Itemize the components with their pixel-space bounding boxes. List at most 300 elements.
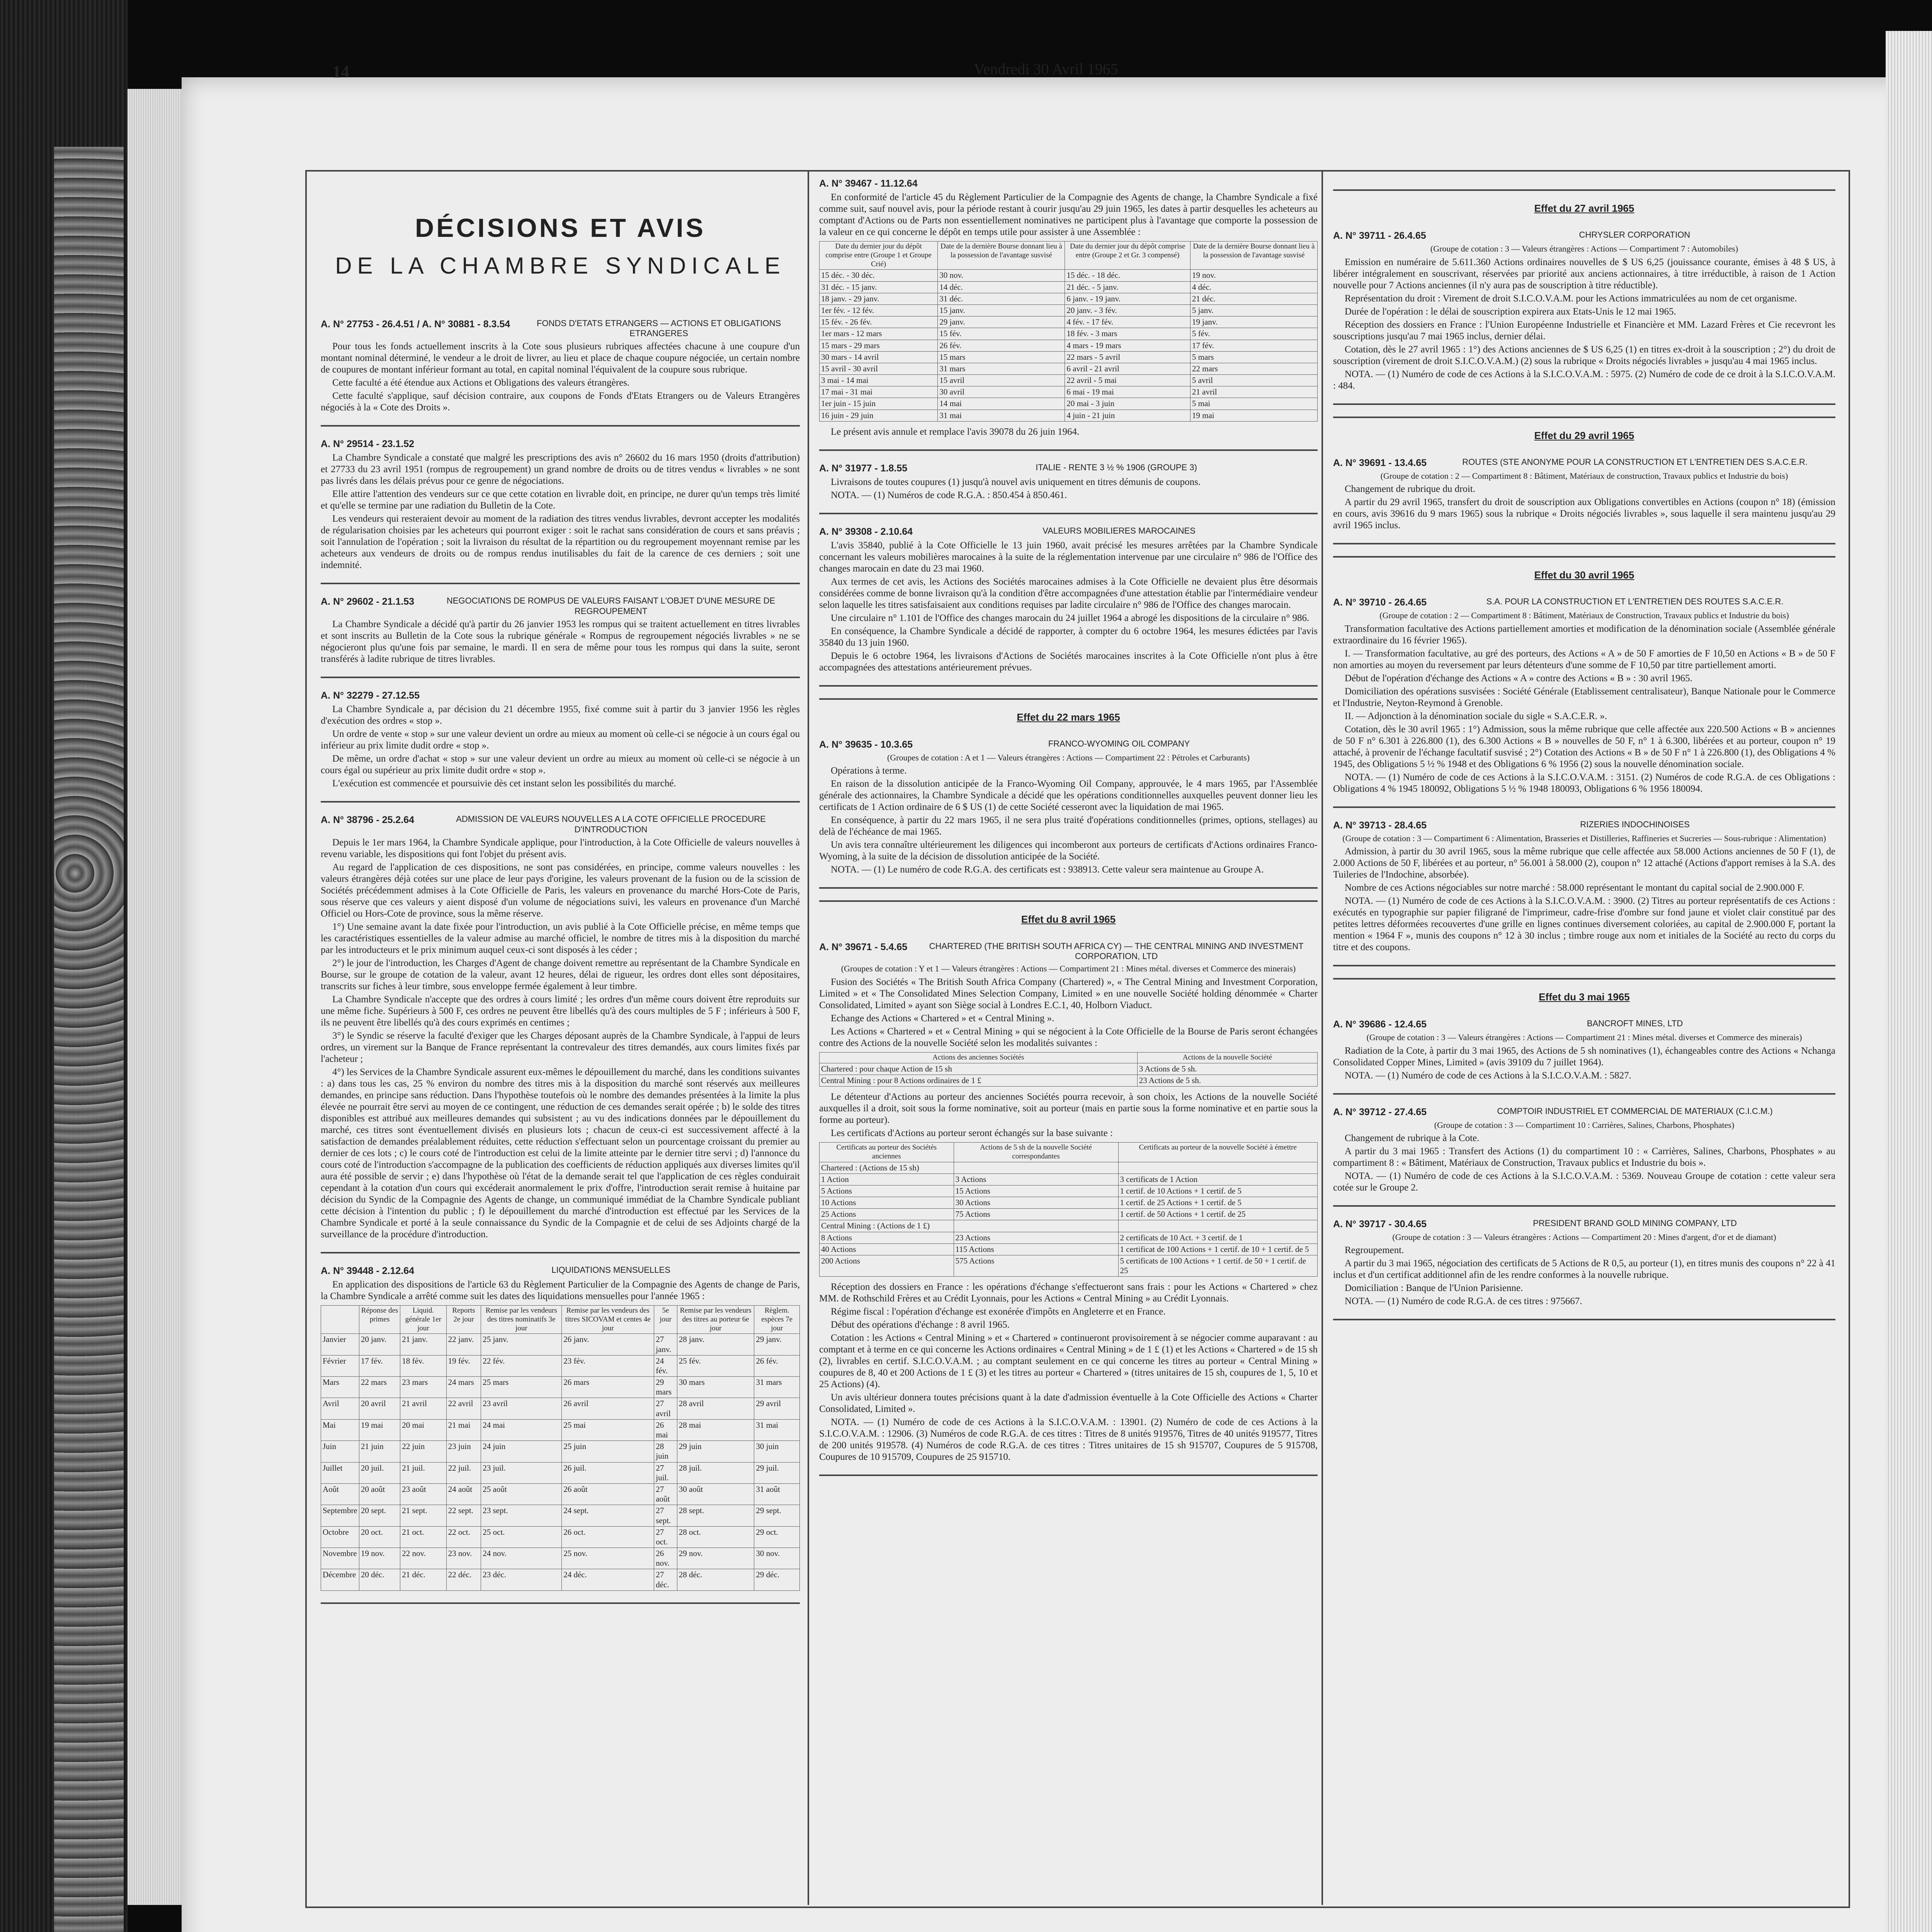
table-cell: 6 janv. - 19 janv. xyxy=(1065,293,1190,304)
paragraph: Radiation de la Cote, à partir du 3 mai 1965, des Actions de 5 sh nominatives (1), échangeables contre des Actions « Nchanga Consolidated Copper Mines, Limited » (avis 39109 du 7 juillet 1964). xyxy=(1333,1045,1835,1068)
table-header-cell: Actions de la nouvelle Société xyxy=(1137,1052,1317,1063)
notice xyxy=(321,814,800,1240)
table-cell: 22 sept. xyxy=(446,1505,481,1526)
table-cell: 26 août xyxy=(562,1483,654,1505)
paragraph: Emission en numéraire de 5.611.360 Actions ordinaires nouvelles de $ US 6,25 (jouissance courante, émises à 48 $ US, à libérer intégralement en souscrivant, réservées par priorité aux anciens actionnaires, à titre irréductible, à raison de 1 Action nouvelle pour 7 Actions anciennes (il n'y aura pas de souscription à titre réductible). xyxy=(1333,257,1835,291)
paragraph: Cotation, dès le 30 avril 1965 : 1°) Admission, sous la même rubrique que celle affectée aux 220.500 Actions « B » anciennes de 50 F n° 6.301 à 226.800 (1), des 6.300 Actions « B » nouvelles de 50 F, n° 1 à 6.300, libérées et au porteur, coupon n° 19 attaché, à provenir de l'échange facultatif susvisé ; 2°) Cotation des Actions « B » de 50 F n° 1 à 226.800 (1), des Obligations 4 % 1945, des Obligations 5 ½ % 1948 et des Obligations 6 % 1956 (2) sous la nouvelle dénomination sociale. xyxy=(1333,724,1835,769)
table-cell: 31 mars xyxy=(754,1377,800,1398)
table-cell: 22 avril xyxy=(446,1398,481,1419)
table-cell: 3 mai - 14 mai xyxy=(820,375,938,386)
table-cell: 24 juin xyxy=(481,1441,562,1462)
table-cell: 5 mai xyxy=(1190,398,1317,410)
notice-header xyxy=(321,596,800,616)
paragraph: Un avis tera connaître ultérieurement les diligences qui incomberont aux porteurs de certificats d'Actions ordinaires Franco-Wyoming, à la suite de la décision de dissolution anticipée de la Société. xyxy=(819,840,1318,862)
notice-header xyxy=(819,941,1318,962)
table-cell: 3 Actions de 5 sh. xyxy=(1137,1063,1317,1075)
paragraph: 1°) Une semaine avant la date fixée pour l'introduction, un avis publié à la Cote Officielle précise, en même temps que les caractéristiques essentielles de la valeur admise au marché officiel, le nombre de titres mis à la disposition du marché par les introducteurs et le prix minimum auquel ceux-ci sont disposés à les céder ; xyxy=(321,921,800,955)
table-cell: 17 fév. xyxy=(1190,340,1317,351)
table-cell: 23 Actions xyxy=(954,1232,1118,1243)
table-cell: 23 juin xyxy=(446,1441,481,1462)
table-cell: 31 mai xyxy=(938,410,1065,421)
notice xyxy=(321,438,800,571)
paragraph: Le détenteur d'Actions au porteur des anciennes Sociétés pourra recevoir, à son choix, les Actions de la nouvelle Société auxquelles il a droit, soit sous la forme nominative, soit au porteur (mais en partie sous la forme nominative et en partie sous la forme au porteur). xyxy=(819,1091,1318,1125)
table-cell: 14 mai xyxy=(938,398,1065,410)
paragraph: NOTA. — (1) Numéro de code de ces Actions à la S.I.C.O.V.A.M. : 5369. Nouveau Groupe de cotation : cette valeur sera cotée sur le Groupe 2. xyxy=(1333,1171,1835,1193)
table-cell: 27 oct. xyxy=(654,1526,677,1548)
table-cell: 15 avril xyxy=(938,375,1065,386)
table-row xyxy=(820,316,1318,328)
table-cell: 17 mai - 31 mai xyxy=(820,386,938,398)
paragraph: Domiciliation : Banque de l'Union Parisienne. xyxy=(1345,1283,1523,1294)
table-cell: 15 avril - 30 avril xyxy=(820,363,938,374)
table-cell: 1er fév. - 12 fév. xyxy=(820,304,938,316)
table-header-row xyxy=(321,1305,800,1333)
paragraph: Admission, à partir du 30 avril 1965, sous la même rubrique que celle affectée aux 58.000 Actions anciennes de 50 F (1), de 2.000 Actions de 50 F, libérées et au porteur, n° 56.001 à 58.000 (2), coupon n° 12 attaché (Actions d'apport remises à la S.A. des Tuileries de l'Indochine, absorbée). xyxy=(1333,846,1835,880)
paragraph: 3°) le Syndic se réserve la faculté d'exiger que les Charges déposant auprès de la Chambre Syndicale, à l'appui de leurs ordres, un virement sur la Banque de France représentant la contrevaleur des titres demandés, aux cours limites fixés par l'acheteur ; xyxy=(321,1030,800,1064)
table-cell: 30 avril xyxy=(938,386,1065,398)
divider xyxy=(1333,1093,1835,1095)
table-row xyxy=(321,1548,800,1569)
paragraph: Le présent avis annule et remplace l'avis 39078 du 26 juin 1964. xyxy=(831,426,1080,437)
notice-reference: A. N° 39711 - 26.4.65 xyxy=(1333,230,1426,242)
table-header-cell: Date de la dernière Bourse donnant lieu à la possession de l'avantage susvisé xyxy=(1190,242,1317,270)
table-cell: 10 Actions xyxy=(820,1197,954,1209)
table-cell: Août xyxy=(321,1483,359,1505)
table-cell: 25 mars xyxy=(481,1377,562,1398)
divider xyxy=(819,1475,1318,1476)
table-cell: Octobre xyxy=(321,1526,359,1548)
divider xyxy=(1333,978,1835,980)
table-cell: 6 mai - 19 mai xyxy=(1065,386,1190,398)
section-title: DÉCISIONS ET AVIS xyxy=(415,213,706,243)
table-cell: 30 nov. xyxy=(938,270,1065,281)
paragraph: Regroupement. xyxy=(1345,1245,1404,1256)
notice-title: CHARTERED (THE BRITISH SOUTH AFRICA CY) — THE CENTRAL MINING AND INVESTMENT CORPORATION, LTD xyxy=(929,941,1304,961)
paragraph: Représentation du droit : Virement de droit S.I.C.O.V.A.M. pour les Actions immatriculées au nom de cet organisme. xyxy=(1345,293,1797,304)
table-cell: 27 janv. xyxy=(654,1334,677,1355)
paragraph: En raison de la dissolution anticipée de la Franco-Wyoming Oil Company, approuvée, le 4 mars 1965, par l'Assemblée générale des actionnaires, la Chambre Syndicale a décidé que les opérations conditionnelles auxquelles peuvent donner lieu les certificats de 1 Action ordinaire de 6 $ US (1) de cette Société cesseront avec la liquidation de mai 1965. xyxy=(819,779,1318,813)
table-cell: 28 janv. xyxy=(677,1334,754,1355)
table-cell: 27 août xyxy=(654,1483,677,1505)
table-cell: 20 janv. - 3 fév. xyxy=(1065,304,1190,316)
paragraph: Les vendeurs qui resteraient devoir au moment de la radiation des titres vendus livrables, devront accepter les modalités de régularisation choisies par les acheteurs qui pourront exiger : soit le rachat sans considération de cours et sans préavis ; soit l'annulation de l'opération ; soit la livraison du résultat de la répartition ou du regroupement moyennant remise par les acheteurs aux vendeurs de droits ou de rompus rendus inutilisables du fait de la carence de ces derniers ; soit une indemnité. xyxy=(321,514,800,571)
page-date: Vendredi 30 Avril 1965 xyxy=(974,60,1118,78)
table-cell: 31 déc. xyxy=(938,293,1065,304)
paragraph: Cette faculté a été étendue aux Actions et Obligations des valeurs étrangères. xyxy=(332,378,630,388)
table-cell: 21 déc. xyxy=(1190,293,1317,304)
notice-header xyxy=(1333,230,1835,242)
table-cell: 16 juin - 29 juin xyxy=(820,410,938,421)
table-cell: 4 déc. xyxy=(1190,281,1317,293)
table-cell: Novembre xyxy=(321,1548,359,1569)
paragraph: Cette faculté s'applique, sauf décision contraire, aux coupons de Fonds d'Etats Etrangers ou de Valeurs Etrangères négociés à la « Cote des Droits ». xyxy=(321,391,800,413)
data-table xyxy=(819,241,1318,422)
table-cell: 1er juin - 15 juin xyxy=(820,398,938,410)
table-cell: 26 nov. xyxy=(654,1548,677,1569)
table-row xyxy=(820,1162,1318,1173)
paragraph: Fusion des Sociétés « The British South Africa Company (Chartered) », « The Central Mining and Investment Corporation, Limited » et « The Consolidated Mines Selection Company, Limited » en une nouvelle Société holding dénommée « Charter Consolidated, Limited » ayant son Siège social à Londres E.C.1, 40, Holborn Viaduct. xyxy=(819,976,1318,1010)
table-row xyxy=(820,1209,1318,1220)
effective-date-heading: Effet du 22 mars 1965 xyxy=(1017,711,1120,723)
divider xyxy=(1333,189,1835,191)
table-row xyxy=(820,293,1318,304)
notice-reference: A. N° 39686 - 12.4.65 xyxy=(1333,1019,1427,1030)
paragraph: La Chambre Syndicale a, par décision du 21 décembre 1955, fixé comme suit à partir du 3 janvier 1956 les règles d'exécution des ordres « stop ». xyxy=(321,704,800,726)
table-row xyxy=(820,1197,1318,1209)
paragraph: Elle attire l'attention des vendeurs sur ce que cette cotation en livrable doit, en principe, ne durer qu'un temps très limité et qu'elle se termine par une radiation du Bulletin de la Cote. xyxy=(321,489,800,511)
notice-title: ITALIE - RENTE 3 ½ % 1906 (GROUPE 3) xyxy=(1036,462,1197,472)
table-cell: 575 Actions xyxy=(954,1255,1118,1277)
table-header-cell: Date du dernier jour du dépôt comprise entre (Groupe 1 et Groupe Crié) xyxy=(820,242,938,270)
paragraph: En conformité de l'article 45 du Règlement Particulier de la Compagnie des Agents de change, la Chambre Syndicale a fixé comme suit, sauf nouvel avis, pour la période restant à courir jusqu'au 29 juin 1965, les dates à partir desquelles les acheteurs au comptant d'Actions ou de Parts non essentiellement nominatives ne participent plus à l'avantage que comporte la possession de la valeur en ce qui concerne le dépôt en temps utile pour assister à une Assemblée : xyxy=(819,192,1318,237)
paragraph: A partir du 29 avril 1965, transfert du droit de souscription aux Obligations convertibles en Actions (coupon n° 18) (émission en cours, avis 39616 du 9 mars 1965) sous la rubrique « Droits négociés livrables », sous laquelle il sera maintenu jusqu'au 29 avril 1965 inclus. xyxy=(1333,497,1835,531)
paragraph: A partir du 3 mai 1965 : Transfert des Actions (1) du compartiment 10 : « Carrières, Salines, Charbons, Phosphates » au compartiment 8 : « Bâtiment, Matériaux de Construction, Travaux publics et Industrie du bois ». xyxy=(1333,1146,1835,1168)
table-header-cell: Certificats au porteur des Sociétés anciennes xyxy=(820,1142,954,1162)
table-cell: 24 fév. xyxy=(654,1355,677,1376)
table-cell: 115 Actions xyxy=(954,1243,1118,1255)
table-header-cell: Date de la dernière Bourse donnant lieu à la possession de l'avantage susvisé xyxy=(938,242,1065,270)
paragraph: Début des opérations d'échange : 8 avril 1965. xyxy=(831,1320,1010,1330)
table-cell: 26 janv. xyxy=(562,1334,654,1355)
table-cell: Septembre xyxy=(321,1505,359,1526)
notice-classification: (Groupe de cotation : 3 — Valeurs étrangères : Actions — Compartiment 20 : Mines d'argent, d'or et de diamant) xyxy=(1392,1232,1776,1242)
table-header-cell: Date du dernier jour du dépôt comprise entre (Groupe 2 et Gr. 3 compensé) xyxy=(1065,242,1190,270)
paragraph: Livraisons de toutes coupures (1) jusqu'à nouvel avis uniquement en titres démunis de coupons. xyxy=(831,476,1201,487)
notice xyxy=(819,941,1318,1463)
table-cell: 21 juin xyxy=(359,1441,400,1462)
notice-classification: (Groupes de cotation : A et 1 — Valeurs étrangères : Actions — Compartiment 22 : Pétroles et Carburants) xyxy=(887,753,1250,763)
notice-header xyxy=(1333,1106,1835,1118)
table-cell: 17 fév. xyxy=(359,1355,400,1376)
notice-title: FRANCO-WYOMING OIL COMPANY xyxy=(1048,739,1190,749)
table-cell: 24 nov. xyxy=(481,1548,562,1569)
table-row xyxy=(820,340,1318,351)
table-cell: 25 nov. xyxy=(562,1548,654,1569)
table-cell: 29 juil. xyxy=(754,1462,800,1483)
table-cell: 21 déc. xyxy=(400,1569,446,1590)
table-cell: 25 août xyxy=(481,1483,562,1505)
table-cell: 22 oct. xyxy=(446,1526,481,1548)
table-cell: 19 nov. xyxy=(359,1548,400,1569)
divider xyxy=(1333,556,1835,558)
table-cell: 23 déc. xyxy=(481,1569,562,1590)
paragraph: Un ordre de vente « stop » sur une valeur devient un ordre au mieux au moment où celle-ci se négocie à un cours égal ou inférieur au prix limite dudit ordre « stop ». xyxy=(321,729,800,751)
table-cell: 21 mai xyxy=(446,1419,481,1440)
table-cell: Janvier xyxy=(321,1334,359,1355)
notice xyxy=(321,596,800,665)
table-cell: 31 mai xyxy=(754,1419,800,1440)
notice-header xyxy=(321,318,800,339)
table-cell: 23 juil. xyxy=(481,1462,562,1483)
table-cell: 25 mai xyxy=(562,1419,654,1440)
table-row xyxy=(820,1173,1318,1185)
table-cell: 23 mars xyxy=(400,1377,446,1398)
notice-title: LIQUIDATIONS MENSUELLES xyxy=(551,1265,670,1275)
table-cell: 20 mai xyxy=(400,1419,446,1440)
table-cell: 28 déc. xyxy=(677,1569,754,1590)
table-cell: 27 juil. xyxy=(654,1462,677,1483)
table-cell: 31 août xyxy=(754,1483,800,1505)
table-cell: 4 fév. - 17 fév. xyxy=(1065,316,1190,328)
table-cell: 22 juil. xyxy=(446,1462,481,1483)
table-cell: 23 sept. xyxy=(481,1505,562,1526)
table-cell: 6 avril - 21 avril xyxy=(1065,363,1190,374)
table-row xyxy=(820,386,1318,398)
table-row xyxy=(321,1377,800,1398)
table-cell: Avril xyxy=(321,1398,359,1419)
paragraph: L'exécution est commencée et poursuivie dès cet instant selon les possibilités du marché. xyxy=(332,778,676,789)
table-row xyxy=(820,1063,1318,1075)
table-row xyxy=(820,1243,1318,1255)
paragraph: NOTA. — (1) Numéro de code de ces Actions à la S.I.C.O.V.A.M. : 5975. (2) Numéro de code de ce droit à la S.I.C.O.V.A.M. : 484. xyxy=(1333,369,1835,391)
notice xyxy=(1333,597,1835,794)
table-cell: 18 fév. - 3 mars xyxy=(1065,328,1190,340)
table-cell: 5 avril xyxy=(1190,375,1317,386)
table-cell: 25 janv. xyxy=(481,1334,562,1355)
notice-title: BANCROFT MINES, LTD xyxy=(1587,1019,1683,1029)
table-cell: 18 fév. xyxy=(400,1355,446,1376)
notice-header xyxy=(1333,457,1835,469)
table-cell: 200 Actions xyxy=(820,1255,954,1277)
paragraph: Cotation, dès le 27 avril 1965 : 1°) des Actions anciennes de $ US 6,25 (1) en titres ex-droit à la souscription ; 2°) du droit de souscription (virement de droit S.I.C.O.V.A.M.) (2) sous la rubrique « Droits négociés livrables » jusqu'au 4 mai 1965 inclus. xyxy=(1333,344,1835,366)
table-cell: 1 Action xyxy=(820,1173,954,1185)
table-cell: 29 mars xyxy=(654,1377,677,1398)
effective-date-heading: Effet du 30 avril 1965 xyxy=(1534,569,1634,581)
table-cell: 15 fév. xyxy=(938,328,1065,340)
notice-reference: A. N° 39712 - 27.4.65 xyxy=(1333,1106,1427,1117)
table-cell: 23 avril xyxy=(481,1398,562,1419)
table-row xyxy=(820,1255,1318,1277)
notice-reference: A. N° 39710 - 26.4.65 xyxy=(1333,597,1427,608)
notice-reference: A. N° 39635 - 10.3.65 xyxy=(819,739,913,750)
paragraph: Une circulaire n° 1.101 de l'Office des changes marocain du 24 juillet 1964 a abrogé les dispositions de la circulaire n° 986. xyxy=(831,612,1310,623)
paragraph: Au regard de l'application de ces dispositions, ne sont pas considérées, en principe, comme valeurs nouvelles : les valeurs étrangères déjà cotées sur une place de leur pays d'origine, les valeurs provenant de la fusion ou de la scission de Sociétés précédemment admises à la Cote Officielle de Paris, les valeurs en provenance du marché Hors-Cote de Paris, sous réserve que ces valeurs y aient disposé d'un volume de négociations suivi, les valeurs en provenance d'un Marché Officiel ou Hors-Cote de province, sous la même réserve. xyxy=(321,862,800,919)
notice-classification: (Groupe de cotation : 3 — Valeurs étrangères : Actions — Compartiment 21 : Mines métal. diverses et Commerce des minerais) xyxy=(1366,1032,1802,1043)
table-cell: 24 sept. xyxy=(562,1505,654,1526)
table-cell: 22 mars xyxy=(1190,363,1317,374)
notice-classification: (Groupe de cotation : 2 — Compartiment 8 : Bâtiment, Matériaux de construction, Travaux publics et Industrie du bois) xyxy=(1380,471,1788,481)
divider xyxy=(321,583,800,584)
table-cell: 5 fév. xyxy=(1190,328,1317,340)
table-row xyxy=(321,1526,800,1548)
paragraph: I. — Transformation facultative, au gré des porteurs, des Actions « A » de 50 F amorties de F 10,50 en Actions « B » de 50 F non amorties au moyen du reversement par leurs détenteurs d'une somme de F 10,50 par titre partiellement amorti. xyxy=(1333,648,1835,670)
table-cell: 27 avril xyxy=(654,1398,677,1419)
table-cell: 20 janv. xyxy=(359,1334,400,1355)
paragraph: NOTA. — (1) Numéros de code R.G.A. : 850.454 à 850.461. xyxy=(831,490,1067,500)
notice-header xyxy=(321,690,800,701)
table-cell: 21 déc. - 5 janv. xyxy=(1065,281,1190,293)
table-cell: 19 nov. xyxy=(1190,270,1317,281)
notice-classification: (Groupe de cotation : 3 — Valeurs étrangères : Actions — Compartiment 7 : Automobiles) xyxy=(1430,244,1738,254)
table-row xyxy=(321,1398,800,1419)
table-cell: 21 avril xyxy=(1190,386,1317,398)
table-cell: 1 certif. de 25 Actions + 1 certif. de 5 xyxy=(1118,1197,1317,1209)
table-cell: 1 certif. de 10 Actions + 1 certif. de 5 xyxy=(1118,1185,1317,1197)
table-cell: 23 fév. xyxy=(562,1355,654,1376)
divider xyxy=(819,900,1318,902)
notice xyxy=(321,690,800,789)
table-cell: 29 janv. xyxy=(938,316,1065,328)
notice-title: S.A. POUR LA CONSTRUCTION ET L'ENTRETIEN DES ROUTES S.A.C.E.R. xyxy=(1486,597,1784,607)
table-cell: Février xyxy=(321,1355,359,1376)
table-cell: Juillet xyxy=(321,1462,359,1483)
table-cell: 5 janv. xyxy=(1190,304,1317,316)
divider xyxy=(1333,806,1835,808)
notice xyxy=(1333,1106,1835,1194)
table-cell: 28 juin xyxy=(654,1441,677,1462)
notice-reference: A. N° 39717 - 30.4.65 xyxy=(1333,1219,1427,1230)
table-cell: 26 mai xyxy=(654,1419,677,1440)
table-cell: 21 oct. xyxy=(400,1526,446,1548)
table-header-row xyxy=(820,1142,1318,1162)
table-row xyxy=(820,1185,1318,1197)
notice-title: RIZERIES INDOCHINOISES xyxy=(1580,819,1690,829)
paragraph: En conséquence, la Chambre Syndicale a décidé de rapporter, à compter du 6 octobre 1964, les mesures édictées par l'avis 35840 du 13 juin 1960. xyxy=(819,626,1318,648)
table-row xyxy=(820,281,1318,293)
table-header-cell: Remise par les vendeurs des titres nominatifs 3e jour xyxy=(481,1305,562,1333)
table-row xyxy=(321,1419,800,1440)
table-cell xyxy=(954,1220,1118,1232)
table-cell: 18 janv. - 29 janv. xyxy=(820,293,938,304)
notice xyxy=(1333,1218,1835,1307)
paragraph: Pour tous les fonds actuellement inscrits à la Cote sous plusieurs rubriques affectées chacune à une coupure d'un montant nominal déterminé, le vendeur a le droit de livrer, au lieu et place de chaque coupure négociée, un certain nombre de coupures de montant inférieur formant au total, en capital nominal l'équivalent de la coupure sous rubrique. xyxy=(321,341,800,375)
table-cell: 26 oct. xyxy=(562,1526,654,1548)
data-table xyxy=(819,1142,1318,1277)
paragraph: Echange des Actions « Chartered » et « Central Mining ». xyxy=(831,1013,1054,1024)
table-cell: 29 avril xyxy=(754,1398,800,1419)
paragraph: Depuis le 6 octobre 1964, les livraisons d'Actions de Sociétés marocaines inscrites à la Cote Officielle n'ont plus à être accompagnées des attestations antérieurement prévues. xyxy=(819,650,1318,673)
notice xyxy=(1333,820,1835,953)
divider xyxy=(321,677,800,678)
table-cell: 25 fév. xyxy=(677,1355,754,1376)
table-header-row xyxy=(820,242,1318,270)
table-cell: Chartered : pour chaque Action de 15 sh xyxy=(820,1063,1138,1075)
table-row xyxy=(321,1569,800,1590)
paragraph: En conséquence, à partir du 22 mars 1965, il ne sera plus traité d'opérations conditionnelles (primes, options, stellages) au delà de l'échéance de mai 1965. xyxy=(819,815,1318,837)
notice xyxy=(819,526,1318,673)
paragraph: La Chambre Syndicale n'accepte que des ordres à cours limité ; les ordres d'un même cours doivent être reproduits sur une même fiche. Supérieurs à 500 F, ces ordres ne peuvent être libellés qu'à des cours multiples de 5 F ; inférieurs à 500 F, ils ne peuvent être libellés qu'à des cours exprimés en centimes ; xyxy=(321,994,800,1028)
notice-classification: (Groupe de cotation : 3 — Compartiment 6 : Alimentation, Brasseries et Distilleries, Raffineries et Sucreries — Sous-rubrique : Alimentation) xyxy=(1342,833,1826,843)
table-cell: 15 fév. - 26 fév. xyxy=(820,316,938,328)
table-cell: 28 oct. xyxy=(677,1526,754,1548)
paragraph: Transformation facultative des Actions partiellement amorties et modification de la dénomination sociale (Assemblée générale extraordinaire du 16 février 1965). xyxy=(1333,623,1835,646)
table-cell: 15 déc. - 18 déc. xyxy=(1065,270,1190,281)
table-cell: 20 mai - 3 juin xyxy=(1065,398,1190,410)
table-cell: 26 avril xyxy=(562,1398,654,1419)
table-cell: 15 janv. xyxy=(938,304,1065,316)
table-cell: 1 certificat de 100 Actions + 1 certif. de 10 + 1 certif. de 5 xyxy=(1118,1243,1317,1255)
table-cell: 30 nov. xyxy=(754,1548,800,1569)
notice-title: ADMISSION DE VALEURS NOUVELLES A LA COTE OFFICIELLE PROCEDURE D'INTRODUCTION xyxy=(456,814,766,834)
divider xyxy=(819,449,1318,451)
table-cell: 21 avril xyxy=(400,1398,446,1419)
table-cell: 25 oct. xyxy=(481,1526,562,1548)
table-cell: Mai xyxy=(321,1419,359,1440)
table-cell: 21 janv. xyxy=(400,1334,446,1355)
table-cell: 22 fév. xyxy=(481,1355,562,1376)
table-cell: 22 nov. xyxy=(400,1548,446,1569)
table-cell: 25 juin xyxy=(562,1441,654,1462)
table-cell: 24 mars xyxy=(446,1377,481,1398)
paragraph: NOTA. — (1) Numéro de code de ces Actions à la S.I.C.O.V.A.M. : 3900. (2) Titres au porteur représentatifs de ces Actions : exécutés en typographie sur papier filigrané de l'imprimeur, cadre-frise d'ombre sur fond jaune et violet clair constitué par des petites lettres déformées recouvertes d'une grille en lignes continues diversement coloriées, au capital de 2.900.000 F, portant la mention « 1964 F », munis des coupons n° 12 à 30 inclus ; timbre rouge aux nom et initiales de la Société au recto du corps du titre et des coupons. xyxy=(1333,896,1835,953)
table-cell: 20 août xyxy=(359,1483,400,1505)
notice-reference: A. N° 39448 - 2.12.64 xyxy=(321,1265,415,1276)
notice-classification: (Groupes de cotation : Y et 1 — Valeurs étrangères : Actions — Compartiment 21 : Mines métal. diverses et Commerce des minerais) xyxy=(841,964,1296,974)
table-cell: 30 juin xyxy=(754,1441,800,1462)
table-cell: 2 certificats de 10 Act. + 3 certif. de 1 xyxy=(1118,1232,1317,1243)
table-cell xyxy=(954,1162,1118,1173)
notice-reference: A. N° 38796 - 25.2.64 xyxy=(321,815,415,826)
table-cell: 22 déc. xyxy=(446,1569,481,1590)
table-cell: 1 certif. de 50 Actions + 1 certif. de 25 xyxy=(1118,1209,1317,1220)
table-cell: 28 mai xyxy=(677,1419,754,1440)
table-cell: 22 mars xyxy=(359,1377,400,1398)
divider xyxy=(1333,403,1835,405)
table-header-cell: Certificats au porteur de la nouvelle Société à émettre xyxy=(1118,1142,1317,1162)
notice xyxy=(819,178,1318,438)
table-cell: 29 janv. xyxy=(754,1334,800,1355)
notice-title: VALEURS MOBILIERES MAROCAINES xyxy=(1043,526,1196,536)
paragraph: Opérations à terme. xyxy=(831,765,907,776)
paragraph: NOTA. — (1) Numéro de code de ces Actions à la S.I.C.O.V.A.M. : 5827. xyxy=(1345,1070,1631,1081)
table-cell: 24 août xyxy=(446,1483,481,1505)
table-row xyxy=(820,410,1318,421)
paragraph: 4°) les Services de la Chambre Syndicale assurent eux-mêmes le dépouillement du marché, dans les conditions suivantes : a) dans tous les cas, 25 % environ du nombre des titres mis à la disposition du marché sont réservés aux meilleures demandes, en principe sans réduction. Dans l'hypothèse toutefois où le nombre des demandes présentées à la limite la plus élevée ne pourrait être servi au moyen de ce contingent, une réduction de ces demandes serait opérée ; b) le solde des titres disponibles est attribué aux meilleures demandes qui subsistent ; au vu des indications données par le dépouillement du marché, ces titres sont éventuellement divisés en plusieurs lots ; chacun de ceux-ci est successivement affecté à la satisfaction de demandes préalablement réduites, cette réduction s'effectuant selon un pourcentage croissant du premier au dernier de ces lots ; c) le cours coté de l'introduction est celui de la limite atteinte par le dernier titre servi ; d) l'annonce du cours coté de l'introduction s'accompagne de la publication des coefficients de réduction appliqués aux diverses limites qu'il aura été possible de servir ; e) dans l'hypothèse où l'état de la demande serait tel que l'application de ces règles conduirait cependant à la cotation d'un cours qui excéderait anormalement le prix d'offre, l'introduction serait remise à huitaine par décision du Syndic de la Compagnie des Agents de change, un communiqué immédiat de la Chambre Syndicale publiant cette décision à l'intention du public ; f) le dépouillement du marché d'introduction est effectué par les Services de la Chambre Syndicale et porté à la seule connaissance du Syndic de la Compagnie et de celui de ses Adjoints chargé de la surveillance de la procédure d'introduction. xyxy=(321,1066,800,1240)
paragraph: Les certificats d'Actions au porteur seront échangés sur la base suivante : xyxy=(831,1128,1113,1138)
table-cell: 22 mars - 5 avril xyxy=(1065,351,1190,363)
table-cell: 31 déc. - 15 janv. xyxy=(820,281,938,293)
paragraph: Réception des dossiers en France : l'Union Européenne Industrielle et Financière et MM. Lazard Frères et Cie recevront les souscriptions jusqu'au 7 mai 1965 inclus, dernier délai. xyxy=(1333,319,1835,342)
paragraph: NOTA. — (1) Le numéro de code R.G.A. des certificats est : 938913. Cette valeur sera maintenue au Groupe A. xyxy=(831,864,1264,875)
table-cell: 27 déc. xyxy=(654,1569,677,1590)
paragraph: Changement de rubrique à la Cote. xyxy=(1345,1133,1480,1144)
divider xyxy=(1333,417,1835,418)
table-row xyxy=(820,1220,1318,1232)
paragraph: Durée de l'opération : le délai de souscription expirera aux Etats-Unis le 12 mai 1965. xyxy=(1345,306,1676,317)
notice-header xyxy=(321,1265,800,1277)
page-number: 14 xyxy=(332,62,349,81)
divider xyxy=(321,425,800,427)
notice-header xyxy=(819,463,1318,474)
table-row xyxy=(820,398,1318,410)
paragraph: Nombre de ces Actions négociables sur notre marché : 58.000 représentant le montant du capital social de 2.900.000 F. xyxy=(1345,883,1804,893)
paragraph: Les Actions « Chartered » et « Central Mining » qui se négocient à la Cote Officielle de la Bourse de Paris seront échangées contre des Actions de la nouvelle Société selon les modalités suivantes : xyxy=(819,1026,1318,1048)
effective-date-heading: Effet du 8 avril 1965 xyxy=(1021,913,1116,925)
table-cell: 20 juil. xyxy=(359,1462,400,1483)
notice xyxy=(1333,1019,1835,1081)
notice xyxy=(1333,230,1835,391)
table-cell: 3 certificats de 1 Action xyxy=(1118,1173,1317,1185)
table-row xyxy=(321,1483,800,1505)
notice-header xyxy=(1333,1218,1835,1230)
marbled-cover xyxy=(54,147,124,1932)
table-header-cell: 5e jour xyxy=(654,1305,677,1333)
divider xyxy=(819,887,1318,889)
table-cell: 29 juin xyxy=(677,1441,754,1462)
paragraph: Changement de rubrique du droit. xyxy=(1345,484,1476,495)
divider xyxy=(1333,1205,1835,1207)
paragraph: NOTA. — (1) Numéro de code de ces Actions à la S.I.C.O.V.A.M. : 13901. (2) Numéro de code de ces Actions à la S.I.C.O.V.A.M. : 12906. (3) Numéros de code R.G.A. de ces titres : Titres de 8 unités 919576, Titres de 40 unités 919577, Titres de 200 unités 919578. (4) Numéros de code R.G.A. de ces titres : Titres unitaires de 15 sh 915707, Coupures de 5 915708, Coupures de 10 915709, Coupures de 25 915710. xyxy=(819,1417,1318,1463)
table-cell: 31 mars xyxy=(938,363,1065,374)
table-cell: Mars xyxy=(321,1377,359,1398)
table-row xyxy=(820,270,1318,281)
table-cell: 15 déc. - 30 déc. xyxy=(820,270,938,281)
table-cell: 30 mars xyxy=(677,1377,754,1398)
table-row xyxy=(321,1355,800,1376)
notice-title: ROUTES (STE ANONYME POUR LA CONSTRUCTION ET L'ENTRETIEN DES S.A.C.E.R. xyxy=(1462,457,1808,467)
notice xyxy=(321,318,800,414)
notice xyxy=(321,1265,800,1591)
